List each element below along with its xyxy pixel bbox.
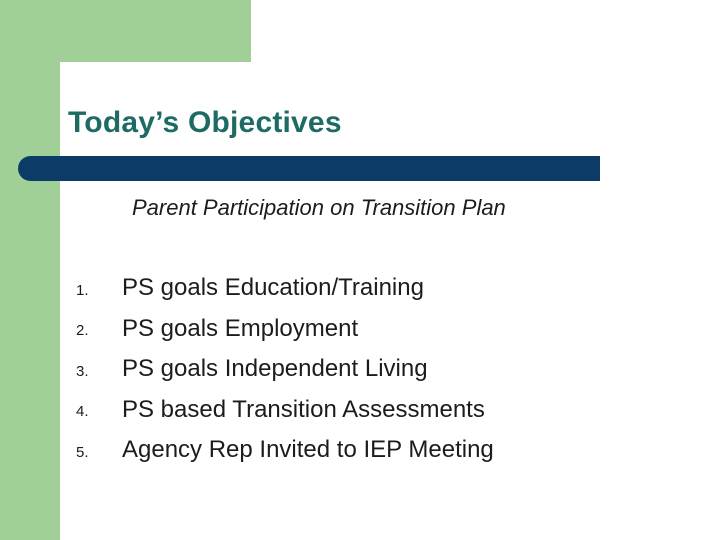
objective-number: 2.: [76, 322, 89, 340]
objective-item: [76, 349, 494, 390]
objective-item: [76, 430, 494, 471]
objectives-list: [76, 268, 494, 471]
objective-item: [76, 390, 494, 431]
objective-number: 5.: [76, 443, 89, 461]
decorative-green-top-block: [0, 0, 251, 62]
objective-text: PS based Transition Assessments: [122, 395, 485, 423]
title-underline-bar: [18, 156, 600, 181]
objective-item: [76, 309, 494, 350]
objective-text: PS goals Employment: [122, 314, 359, 342]
objective-text: PS goals Education/Training: [122, 274, 424, 302]
decorative-green-left-band: [0, 0, 60, 540]
objective-text: PS goals Independent Living: [122, 355, 428, 383]
slide-title: Today’s Objectives: [68, 106, 342, 139]
objective-item: [76, 268, 494, 309]
slide-subtitle: Parent Participation on Transition Plan: [132, 195, 506, 220]
objective-number: 4.: [76, 403, 89, 421]
objective-number: 1.: [76, 281, 89, 299]
objective-number: 3.: [76, 362, 89, 380]
objective-text: Agency Rep Invited to IEP Meeting: [122, 436, 494, 464]
